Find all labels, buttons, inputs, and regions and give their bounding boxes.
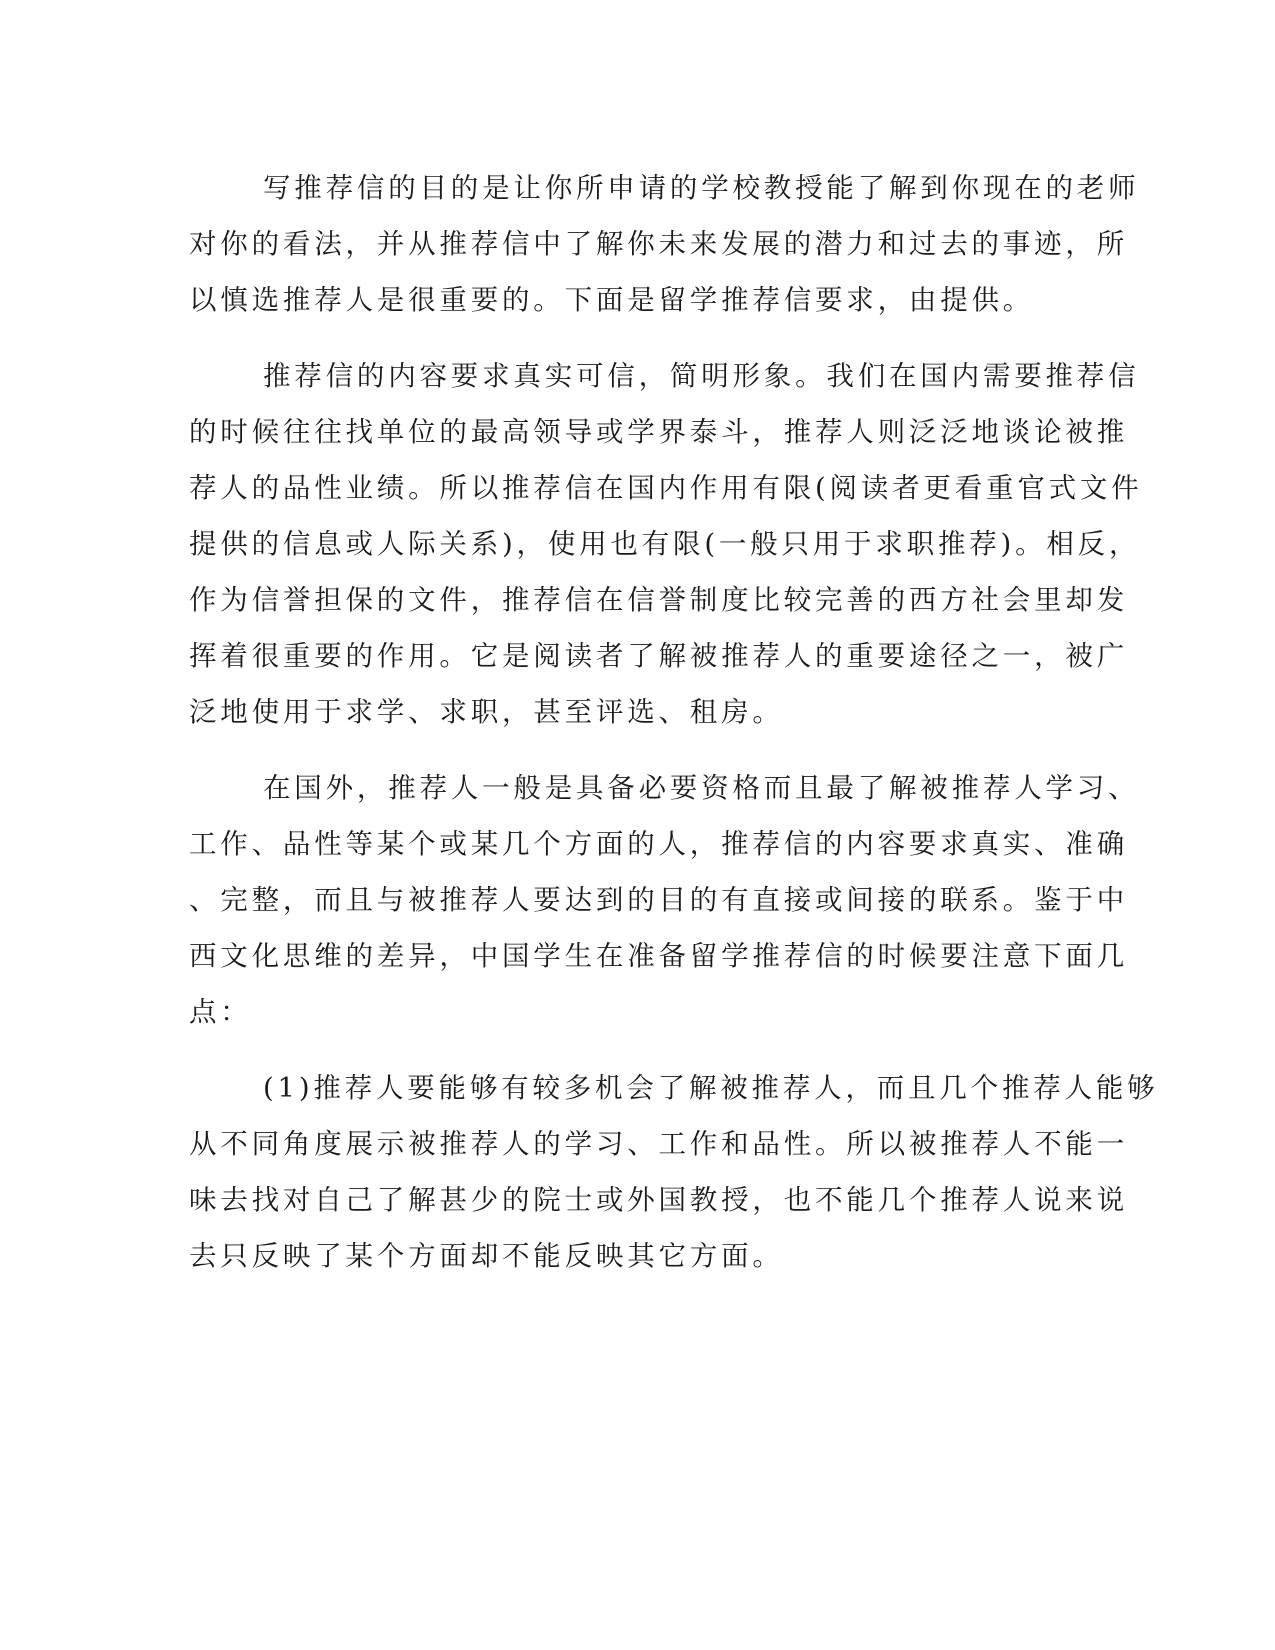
paragraph-line: 荐人的品性业绩。所以推荐信在国内作用有限(阅读者更看重官式文件 xyxy=(189,472,1143,504)
paragraph-line: (1)推荐人要能够有较多机会了解被推荐人，而且几个推荐人能够 xyxy=(263,1072,1159,1104)
paragraph-line: 味去找对自己了解甚少的院士或外国教授，也不能几个推荐人说来说 xyxy=(189,1184,1128,1216)
paragraph-line: 从不同角度展示被推荐人的学习、工作和品性。所以被推荐人不能一 xyxy=(189,1128,1128,1160)
paragraph-2 xyxy=(189,348,1143,740)
paragraph-line: 对你的看法，并从推荐信中了解你未来发展的潜力和过去的事迹，所 xyxy=(189,228,1128,260)
paragraph-line: 泛地使用于求学、求职，甚至评选、租房。 xyxy=(189,696,784,728)
paragraph-line: 挥着很重要的作用。它是阅读者了解被推荐人的重要途径之一，被广 xyxy=(189,640,1128,672)
paragraph-4 xyxy=(189,1060,1159,1284)
document-body xyxy=(189,160,1159,1284)
paragraph-1 xyxy=(189,160,1140,328)
paragraph-line: 推荐信的内容要求真实可信，简明形象。我们在国内需要推荐信 xyxy=(263,360,1140,392)
paragraph-line: 工作、品性等某个或某几个方面的人，推荐信的内容要求真实、准确 xyxy=(189,828,1128,860)
paragraph-line: 的时候往往找单位的最高领导或学界泰斗，推荐人则泛泛地谈论被推 xyxy=(189,416,1128,448)
paragraph-line: 以慎选推荐人是很重要的。下面是留学推荐信要求，由提供。 xyxy=(189,284,1035,316)
paragraph-line: 写推荐信的目的是让你所申请的学校教授能了解到你现在的老师 xyxy=(263,172,1140,204)
paragraph-line: 提供的信息或人际关系)，使用也有限(一般只用于求职推荐)。相反， xyxy=(189,528,1141,560)
paragraph-line: 西文化思维的差异，中国学生在准备留学推荐信的时候要注意下面几 xyxy=(189,940,1128,972)
paragraph-line: 在国外，推荐人一般是具备必要资格而且最了解被推荐人学习、 xyxy=(263,772,1140,804)
paragraph-line: 点： xyxy=(189,996,252,1028)
paragraph-3 xyxy=(189,760,1140,1040)
paragraph-line: 去只反映了某个方面却不能反映其它方面。 xyxy=(189,1240,784,1272)
paragraph-line: 、完整，而且与被推荐人要达到的目的有直接或间接的联系。鉴于中 xyxy=(189,884,1128,916)
paragraph-line: 作为信誉担保的文件，推荐信在信誉制度比较完善的西方社会里却发 xyxy=(189,584,1128,616)
